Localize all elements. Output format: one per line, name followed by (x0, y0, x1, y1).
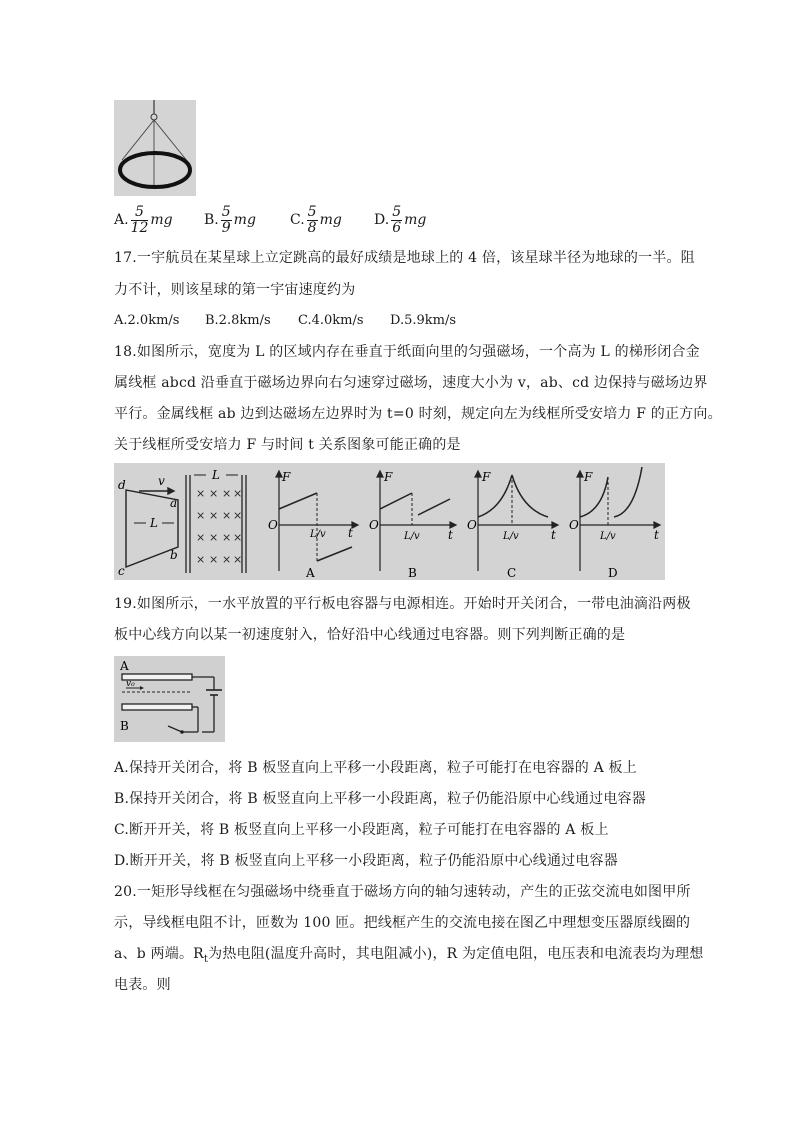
q20-text-line1: 20.一矩形导线框在匀强磁场中绕垂直于磁场方向的轴匀速转动，产生的正弦交流电如图甲所 (114, 884, 691, 900)
graph-d-axis-f: F (584, 470, 593, 484)
q19-text-line1: 19.如图所示，一水平放置的平行板电容器与电源相连。开始时开关闭合，一带电油滴沿两极 (114, 596, 691, 612)
svg-text:×: × (233, 509, 243, 522)
graph-b-origin: O (369, 518, 379, 532)
plate-b-label: B (120, 719, 129, 733)
q17-text-line2: 力不计，则该星球的第一宇宙速度约为 (114, 282, 356, 298)
graph-d-axis-t: t (654, 528, 659, 542)
graph-d-tick: L/v (600, 531, 616, 542)
q17-option-d[interactable]: D.5.9km/s (390, 313, 457, 328)
q17-text-line1: 17.一宇航员在某星球上立定跳高的最好成绩是地球上的 4 倍，该星球半径为地球的一半。阻 (114, 250, 695, 266)
graph-b-label: B (408, 566, 417, 580)
svg-text:×: × (209, 531, 219, 544)
plate-a-label: A (120, 659, 129, 673)
velocity-label: v (158, 474, 165, 488)
graph-b-tick: L/v (404, 531, 420, 542)
svg-text:×: × (196, 487, 206, 500)
q18-text-line2: 属线框 abcd 沿垂直于磁场边界向右匀速穿过磁场，速度大小为 v，ab、cd 边保持与磁场边界 (114, 375, 708, 391)
graph-b-axis-f: F (384, 470, 393, 484)
q16-option-b[interactable]: B. $\frac{5}{9}$ mg (204, 203, 256, 236)
graph-a-axis-t: t (348, 526, 353, 540)
q19-option-a[interactable]: A.保持开关闭合，将 B 板竖直向上平移一小段距离，粒子可能打在电容器的 A 板上 (114, 760, 637, 776)
graph-b-axis-t: t (448, 528, 453, 542)
v0-label: v₀ (126, 679, 135, 689)
q16-option-c[interactable]: C. $\frac{5}{8}$ mg (290, 203, 342, 236)
graph-a-axis-f: F (282, 470, 291, 484)
svg-text:×: × (209, 487, 219, 500)
svg-text:×: × (222, 487, 232, 500)
q18-figure (114, 463, 665, 580)
graph-c-label: C (507, 566, 517, 580)
trapezoid-width-label: L (150, 516, 158, 530)
field-width-label: L (212, 468, 220, 482)
q19-option-c[interactable]: C.断开开关，将 B 板竖直向上平移一小段距离，粒子可能打在电容器的 A 板上 (114, 822, 609, 838)
graph-d-label: D (608, 566, 618, 580)
svg-text:×: × (222, 553, 232, 566)
svg-text:×: × (222, 531, 232, 544)
graph-c-axis-f: F (482, 470, 491, 484)
svg-text:×: × (209, 553, 219, 566)
q17-option-b[interactable]: B.2.8km/s (205, 313, 271, 328)
q17-option-c[interactable]: C.4.0km/s (298, 313, 364, 328)
svg-text:×: × (233, 487, 243, 500)
capacitor-figure (114, 656, 225, 742)
q20-text-line2: 示，导线框电阻不计，匝数为 100 匝。把线框产生的交流电接在图乙中理想变压器原线圈的 (114, 915, 691, 931)
graph-a-label: A (306, 566, 315, 580)
svg-text:×: × (196, 509, 206, 522)
graph-c-axis-t: t (551, 528, 556, 542)
q18-text-line3: 平行。金属线框 ab 边到达磁场左边界时为 t=0 时刻，规定向左为线框所受安培力 F 的正方向。 (114, 406, 722, 422)
corner-d: d (118, 478, 126, 492)
q20-text-line3: a、b 两端。$R_t$为热电阻(温度升高时，其电阻减小)，R 为定值电阻，电压表和电流表均为理想 (114, 946, 704, 965)
svg-text:×: × (196, 553, 206, 566)
q18-text-line4: 关于线框所受安培力 F 与时间 t 关系图象可能正确的是 (114, 437, 461, 453)
corner-c: c (118, 564, 125, 578)
q19-text-line2: 板中心线方向以某一初速度射入，恰好沿中心线通过电容器。则下列判断正确的是 (114, 627, 626, 643)
svg-text:×: × (233, 531, 243, 544)
svg-text:×: × (196, 531, 206, 544)
svg-text:×: × (209, 509, 219, 522)
graph-d-origin: O (569, 518, 579, 532)
q19-option-b[interactable]: B.保持开关闭合，将 B 板竖直向上平移一小段距离，粒子仍能沿原中心线通过电容器 (114, 791, 646, 807)
corner-b: b (170, 548, 178, 562)
graph-a-tick: L/v (310, 529, 326, 540)
corner-a: a (170, 496, 178, 510)
graph-a-origin: O (268, 518, 278, 532)
q19-option-d[interactable]: D.断开开关，将 B 板竖直向上平移一小段距离，粒子仍能沿原中心线通过电容器 (114, 853, 618, 869)
q16-option-a[interactable]: A. $\frac{5}{12}$ mg (114, 203, 173, 236)
q18-text-line1: 18.如图所示，宽度为 L 的区域内存在垂直于纸面向里的匀强磁场，一个高为 L 的梯形闭合金 (114, 344, 700, 360)
svg-text:×: × (222, 509, 232, 522)
q16-option-d[interactable]: D. $\frac{5}{6}$ mg (374, 203, 427, 236)
graph-c-origin: O (467, 518, 477, 532)
ring-figure (114, 100, 196, 196)
q20-text-line4: 电表。则 (114, 977, 171, 993)
svg-text:×: × (233, 553, 243, 566)
graph-c-tick: L/v (503, 531, 519, 542)
q17-option-a[interactable]: A.2.0km/s (114, 313, 180, 328)
